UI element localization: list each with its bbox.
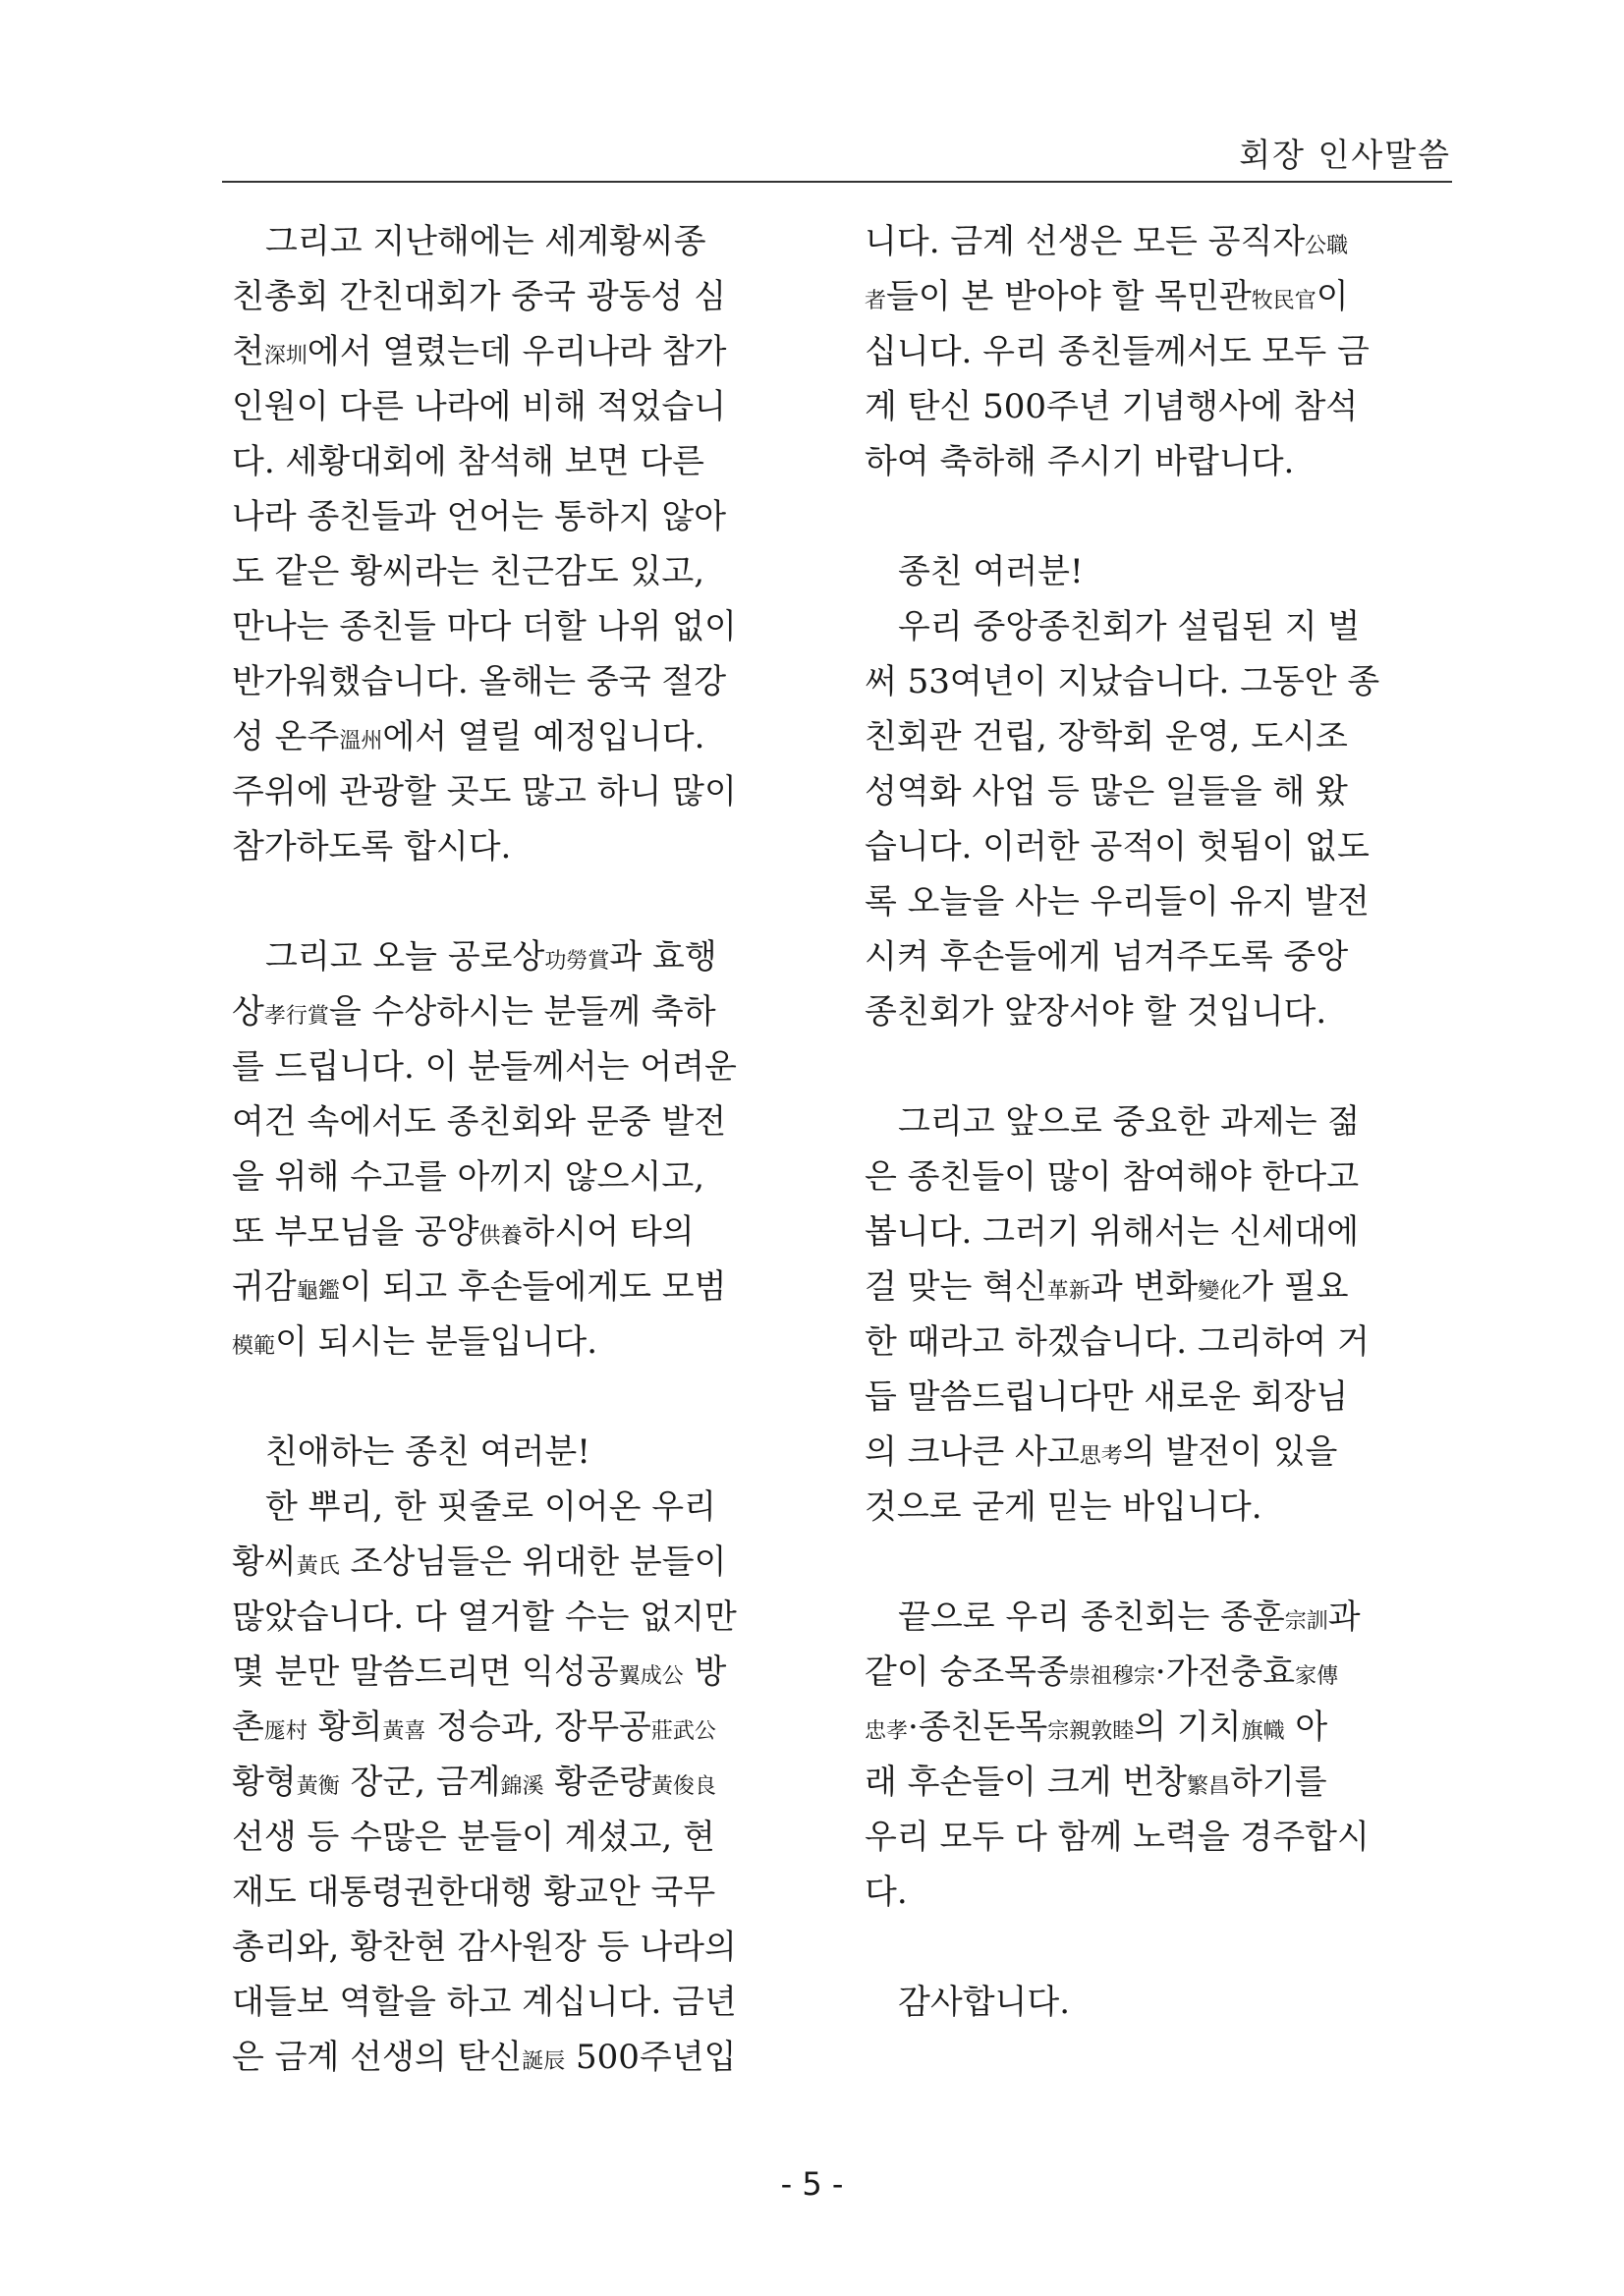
text-line: 模範이 되시는 분들입니다. xyxy=(232,1322,598,1362)
text-line: 그리고 앞으로 중요한 과제는 젊 xyxy=(898,1102,1361,1142)
paragraph-gap xyxy=(232,1370,812,1425)
text-line: 다. 세황대회에 참석해 보면 다른 xyxy=(232,442,705,481)
text-line: 성 온주溫州에서 열릴 예정입니다. xyxy=(232,717,705,756)
text-line: 상孝行賞을 수상하시는 분들께 축하 xyxy=(232,992,716,1032)
text-line: 만나는 종친들 마다 더할 나위 없이 xyxy=(232,607,737,646)
text-line: 忠孝·종친돈목宗親敦睦의 기치旗幟 아 xyxy=(865,1708,1328,1747)
text-line: 써 53여년이 지났습니다. 그동안 종 xyxy=(865,662,1380,701)
text-line: 친회관 건립, 장학회 운영, 도시조 xyxy=(865,717,1348,756)
text-line: 그리고 오늘 공로상功勞賞과 효행 xyxy=(265,937,717,977)
text-line: 의 크나큰 사고思考의 발전이 있을 xyxy=(865,1432,1338,1472)
text-line: 주위에 관광할 곳도 많고 하니 많이 xyxy=(232,772,737,812)
text-line: 듭 말씀드립니다만 새로운 회장님 xyxy=(865,1377,1349,1417)
paragraph-gap xyxy=(865,489,1444,544)
text-line: 도 같은 황씨라는 친근감도 있고, xyxy=(232,552,705,591)
text-line: 우리 모두 다 함께 노력을 경주합시 xyxy=(865,1818,1370,1857)
text-line: 계 탄신 500주년 기념행사에 참석 xyxy=(865,387,1359,426)
text-line: 친애하는 종친 여러분! xyxy=(265,1432,590,1472)
text-line: 성역화 사업 등 많은 일들을 해 왔 xyxy=(865,772,1348,812)
text-line: 십니다. 우리 종친들께서도 모두 금 xyxy=(865,332,1370,371)
page-number: - 5 - xyxy=(780,2165,844,2203)
text-line: 을 위해 수고를 아끼지 않으시고, xyxy=(232,1157,705,1197)
text-line: 니다. 금계 선생은 모든 공직자公職 xyxy=(865,222,1349,261)
text-line: 하여 축하해 주시기 바랍니다. xyxy=(865,442,1295,481)
text-line: 록 오늘을 사는 우리들이 유지 발전 xyxy=(865,882,1370,922)
text-line: 것으로 굳게 믿는 바입니다. xyxy=(865,1487,1262,1527)
text-line: 황씨黃氏 조상님들은 위대한 분들이 xyxy=(232,1542,727,1582)
text-line: 다. xyxy=(865,1873,908,1912)
text-line: 종친회가 앞장서야 할 것입니다. xyxy=(865,992,1327,1032)
text-line: 걸 맞는 혁신革新과 변화變化가 필요 xyxy=(865,1267,1349,1307)
right-column xyxy=(865,214,1444,2030)
text-line: 종친 여러분! xyxy=(898,552,1084,591)
paragraph-gap xyxy=(865,1920,1444,1975)
text-line: 래 후손들이 크게 번창繁昌하기를 xyxy=(865,1763,1327,1802)
text-line: 촌厖村 황희黃喜 정승과, 장무공莊武公 xyxy=(232,1708,716,1747)
text-line: 은 금계 선생의 탄신誕辰 500주년입 xyxy=(232,2038,737,2077)
left-column xyxy=(232,214,812,2085)
text-line: 습니다. 이러한 공적이 헛됨이 없도 xyxy=(865,827,1370,867)
text-line: 대들보 역할을 하고 계십니다. 금년 xyxy=(232,1983,737,2022)
text-line: 귀감龜鑑이 되고 후손들에게도 모범 xyxy=(232,1267,727,1307)
text-line: 천深圳에서 열렸는데 우리나라 참가 xyxy=(232,332,727,371)
paragraph-gap xyxy=(865,1535,1444,1590)
text-line: 많았습니다. 다 열거할 수는 없지만 xyxy=(232,1597,737,1637)
text-line: 같이 숭조목종崇祖穆宗·가전충효家傳 xyxy=(865,1652,1339,1692)
text-line: 를 드립니다. 이 분들께서는 어려운 xyxy=(232,1047,737,1087)
text-line: 몇 분만 말씀드리면 익성공翼成公 방 xyxy=(232,1652,727,1692)
text-line: 者들이 본 받아야 할 목민관牧民官이 xyxy=(865,277,1349,316)
text-line: 시켜 후손들에게 넘겨주도록 중앙 xyxy=(865,937,1349,977)
text-line: 반가워했습니다. 올해는 중국 절강 xyxy=(232,662,727,701)
text-line: 또 부모님을 공양供養하시어 타의 xyxy=(232,1212,695,1252)
text-line: 그리고 지난해에는 세계황씨종 xyxy=(265,222,706,261)
text-line: 봅니다. 그러기 위해서는 신세대에 xyxy=(865,1212,1360,1252)
paragraph-gap xyxy=(232,874,812,929)
text-line: 우리 중앙종친회가 설립된 지 벌 xyxy=(898,607,1361,646)
paragraph-gap xyxy=(865,1039,1444,1094)
text-line: 여건 속에서도 종친회와 문중 발전 xyxy=(232,1102,727,1142)
text-line: 재도 대통령권한대행 황교안 국무 xyxy=(232,1873,716,1912)
text-line: 참가하도록 합시다. xyxy=(232,827,512,867)
header-divider xyxy=(222,181,1452,183)
text-line: 총리와, 황찬현 감사원장 등 나라의 xyxy=(232,1928,737,1967)
text-line: 선생 등 수많은 분들이 계셨고, 현 xyxy=(232,1818,715,1857)
text-line: 황형黃衡 장군, 금계錦溪 황준량黃俊良 xyxy=(232,1763,716,1802)
text-line: 은 종친들이 많이 참여해야 한다고 xyxy=(865,1157,1360,1197)
text-line: 끝으로 우리 종친회는 종훈宗訓과 xyxy=(898,1597,1361,1637)
text-line: 감사합니다. xyxy=(898,1983,1071,2022)
text-line: 한 뿌리, 한 핏줄로 이어온 우리 xyxy=(265,1487,716,1527)
text-line: 나라 종친들과 언어는 통하지 않아 xyxy=(232,497,727,536)
text-line: 인원이 다른 나라에 비해 적었습니 xyxy=(232,387,727,426)
text-line: 친총회 간친대회가 중국 광동성 심 xyxy=(232,277,727,316)
page-header-title: 회장 인사말씀 xyxy=(1239,136,1451,174)
text-line: 한 때라고 하겠습니다. 그리하여 거 xyxy=(865,1322,1370,1362)
